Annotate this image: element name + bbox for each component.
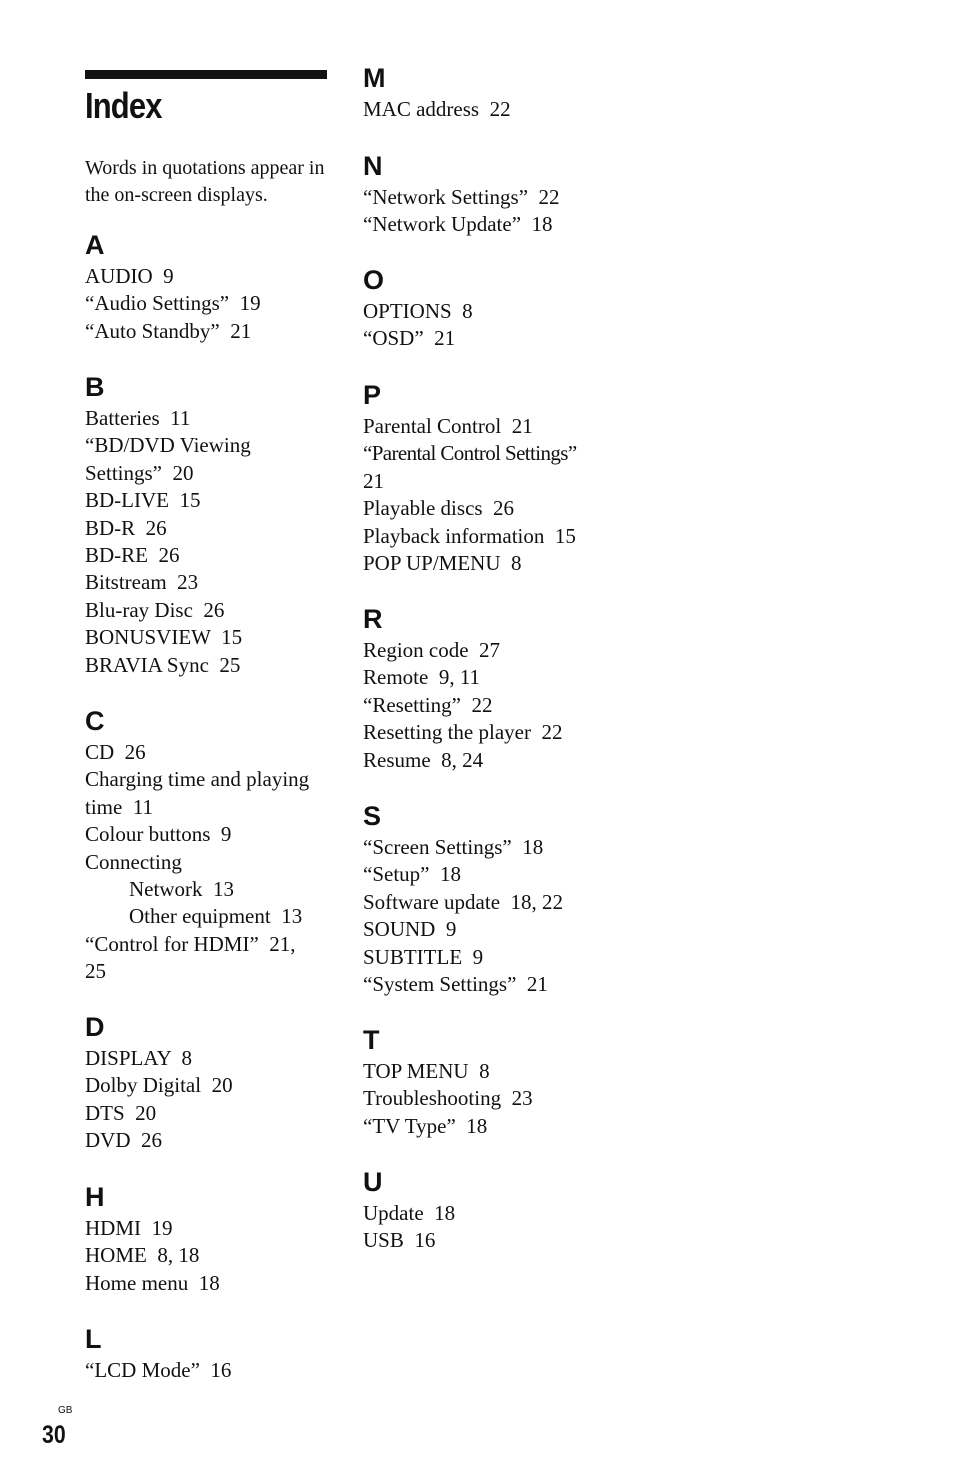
index-entry: DVD 26 [85,1128,162,1153]
index-section-c [85,706,309,986]
index-entry: Connecting [85,849,182,874]
index-entry: Software update 18, 22 [363,889,564,914]
index-entry: BONUSVIEW 15 [85,625,243,650]
index-entry: POP UP/MENU 8 [363,551,522,576]
index-section-s [363,801,563,998]
index-section-m [363,63,511,123]
index-section-d [85,1012,233,1155]
index-entry: HOME 8, 18 [85,1243,200,1268]
index-entry: “Setup” 18 [363,862,461,887]
index-section-b [85,372,251,679]
index-entry: DTS 20 [85,1100,157,1125]
index-entry: OPTIONS 8 [363,299,473,323]
index-entry: “Parental Control Settings” [363,441,577,466]
index-entry: Charging time and playing [85,767,310,792]
index-entry: Bitstream 23 [85,570,199,595]
index-entry: TOP MENU 8 [363,1059,490,1083]
index-section-t [363,1025,533,1140]
section-letter: M [363,63,386,93]
index-entry: Home menu 18 [85,1270,220,1295]
index-entry: BRAVIA Sync 25 [85,652,241,677]
index-entry: “Audio Settings” 19 [85,291,261,316]
index-entry: DISPLAY 8 [85,1046,192,1070]
index-entry: “Control for HDMI” 21, [85,931,296,956]
index-entry: “TV Type” 18 [363,1113,488,1138]
index-entry: Troubleshooting 23 [363,1086,533,1111]
index-entry: AUDIO 9 [85,264,174,288]
index-entry: SOUND 9 [363,917,457,942]
section-letter: N [363,151,383,181]
section-letter: T [363,1025,380,1055]
index-section-o [363,265,473,353]
index-entry: Batteries 11 [85,406,191,430]
index-entry: “System Settings” 21 [363,972,548,997]
section-letter: O [363,265,385,295]
index-entry: Remote 9, 11 [363,665,481,690]
index-entry: BD-RE 26 [85,543,180,568]
index-section-p [363,380,577,577]
index-entry: BD-LIVE 15 [85,488,201,513]
index-section-r [363,604,562,774]
page-title: Index [85,85,162,126]
index-entry: “BD/DVD Viewing [85,433,251,458]
index-entry: Settings” 20 [85,460,194,485]
intro-text: Words in quotations appear in the on-screen displays. [85,157,325,206]
index-entry: Dolby Digital 20 [85,1073,233,1098]
section-letter: P [363,380,382,410]
section-letter: B [85,372,105,402]
page-number: 30 [42,1421,66,1449]
index-entry: Parental Control 21 [363,414,533,438]
index-entry: time 11 [85,794,154,819]
index-entry: 21 [363,468,384,493]
index-entry: USB 16 [363,1228,436,1253]
index-entry: 25 [85,959,106,984]
section-letter: A [85,230,105,260]
section-letter: H [85,1182,105,1212]
index-entry: “Network Settings” 22 [363,185,560,209]
index-entry: Region code 27 [363,638,501,662]
section-letter: D [85,1012,105,1042]
index-entry: Resetting the player 22 [363,720,563,745]
index-entry: Resume 8, 24 [363,747,484,772]
section-letter: S [363,801,382,831]
index-entry: HDMI 19 [85,1216,173,1240]
index-section-n [363,151,560,239]
index-entry: CD 26 [85,740,146,764]
index-entry: “Resetting” 22 [363,692,493,717]
index-entry: Colour buttons 9 [85,822,232,847]
index-subentry: Network 13 [129,877,234,902]
index-entry: BD-R 26 [85,515,167,540]
title-rule [85,70,327,79]
index-entry: MAC address 22 [363,97,511,121]
index-section-l [85,1324,231,1384]
index-section-h [85,1182,220,1297]
index-entry: “Screen Settings” 18 [363,835,544,859]
index-entry: Playback information 15 [363,523,576,548]
region-code: GB [58,1405,73,1416]
index-entry: Blu-ray Disc 26 [85,597,225,622]
section-letter: R [363,604,383,634]
section-letter: U [363,1167,383,1197]
index-section-u [363,1167,455,1255]
index-entry: “LCD Mode” 16 [85,1358,232,1382]
section-letter: L [85,1324,102,1354]
index-entry: “OSD” 21 [363,326,456,351]
index-entry: “Auto Standby” 21 [85,318,252,343]
index-entry: “Network Update” 18 [363,212,553,237]
section-letter: C [85,706,105,736]
index-entry: SUBTITLE 9 [363,944,484,969]
index-entry: Playable discs 26 [363,496,515,521]
index-entry: Update 18 [363,1201,456,1225]
index-section-a [85,230,261,345]
index-subentry: Other equipment 13 [129,904,303,929]
